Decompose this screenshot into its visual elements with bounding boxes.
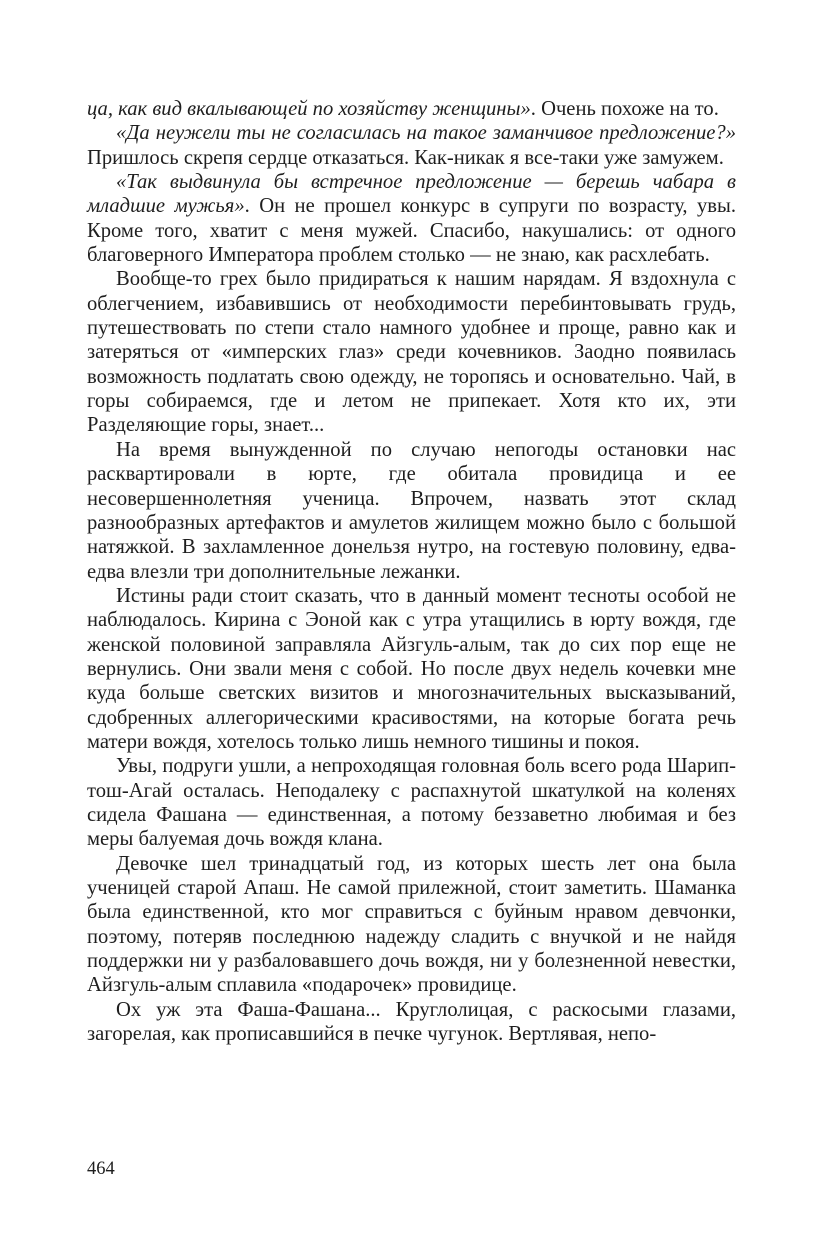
paragraph-9 [87,998,736,1047]
italic-quote-1: ца, как вид вкалывающей по хозяйству женщины» [87,98,531,120]
paragraph-1-text: . Очень похоже на то. [530,98,719,120]
paragraph-4 [87,267,736,437]
paragraph-8 [87,852,736,998]
paragraph-4-text: Вообще-то грех было придираться к нашим нарядам. Я вздохнула с облегчением, избавившись от необходимости перебинтовывать грудь, путешествовать по степи стало намного удобнее и проще, равно как и затеряться от «имперских глаз» среди кочевников. Заодно появилась возможность подлатать свою одежду, не торопясь и основательно. Чай, в горы собираемся, где и летом не припекает. Хотя кто их, эти Разделяющие горы, знает... [87,268,736,437]
paragraph-7-text: Увы, подруги ушли, а непроходящая головная боль всего рода Шарип-тош-Агай осталась. Неподалеку с распахнутой шкатулкой на коленях сидела Фашaна — единственная, а потому беззаветно любимая и без меры балуемая дочь вождя клана. [87,755,736,851]
paragraph-8-text: Девочке шел тринадцатый год, из которых шесть лет она была ученицей старой Апаш. Не самой прилежной, стоит заметить. Шаманка была единственной, кто мог справиться с буйным нравом девчонки, поэтому, потеряв последнюю надежду сладить с внучкой и не найдя поддержки ни у разбаловавшего дочь вождя, ни у болезненной невестки, Айзгуль-алым сплавила «подарочек» провидице. [87,852,736,997]
paragraph-7 [87,754,736,851]
paragraph-2-text: Пришлось скрепя сердце отказаться. Как-никак я все-таки уже замужем. [87,146,724,169]
page-body [87,97,736,1046]
paragraph-3-text: . Он не прошел конкурс в супруги по возрасту, увы. Кроме того, хватит с меня мужей. Спасибо, накушались: от одного благоверного Императора проблем столько — не знаю, как расхлебать. [87,195,736,267]
paragraph-6-text: Истины ради стоит сказать, что в данный момент тесноты особой не наблюдалось. Кирина с Эоной как с утра утащились в юрту вождя, где женской половиной заправляла Айзгуль-алым, так до сих пор еще не вернулись. Они звали меня с собой. Но после двух недель кочевки мне куда больше светских визитов и многозначительных высказываний, сдобренных аллегорическими красивостями, на которые богата речь матери вождя, хотелось только лишь немного тишины и покоя. [87,584,736,753]
paragraph-9-text: Ох уж эта Фашa-Фашана... Круглолицая, с раскосыми глазами, загорелая, как прописавшийся в печке чугунок. Вертлявая, непо- [87,998,736,1046]
paragraph-5-text: На время вынужденной по случаю непогоды остановки нас расквартировали в юрте, где обитала провидица и ее несовершеннолетняя ученица. Впрочем, назвать этот склад разнообразных артефактов и амулетов жилищем можно было с большой натяжкой. В захламленное донельзя нутро, на гостевую половину, едва-едва влезли три дополнительные лежанки. [87,438,736,583]
page-number: 464 [87,1159,115,1179]
italic-quote-2: «Да неужели ты не согласилась на такое заманчивое предложение?» [116,122,736,145]
paragraph-1 [87,97,736,121]
paragraph-3 [87,170,736,267]
italic-quote-3: «Так выдвинула бы встречное предложение — берешь чабара в младшие мужья» [87,171,736,218]
paragraph-2 [87,121,736,170]
paragraph-6 [87,584,736,754]
paragraph-5 [87,438,736,584]
